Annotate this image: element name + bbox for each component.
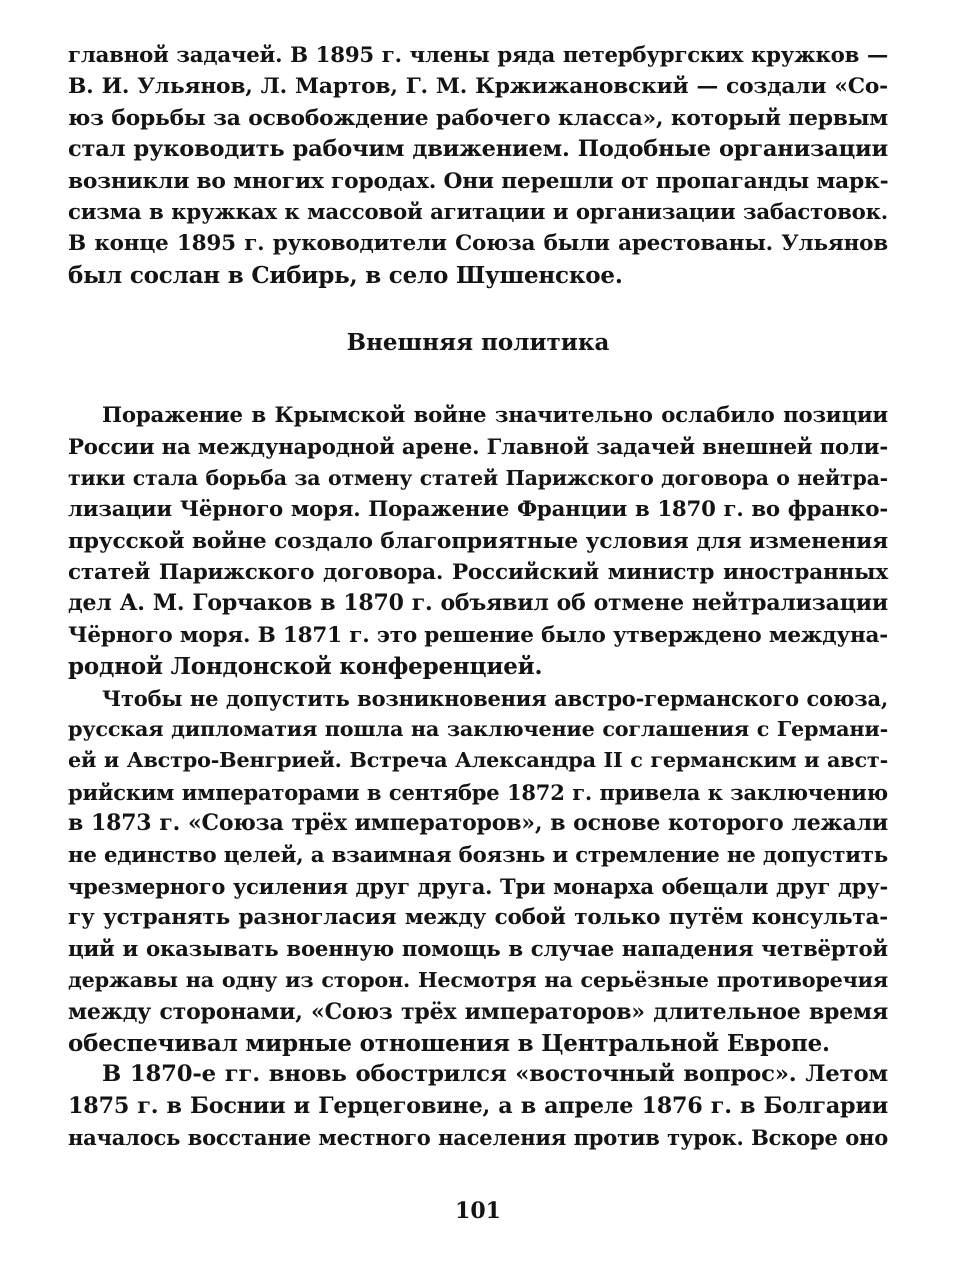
section-heading: Внешняя политика	[346, 329, 610, 357]
text-line: стал руководить рабочим движением. Подобные организации	[68, 136, 888, 163]
page-body	[68, 40, 888, 1154]
text-line: В. И. Ульянов, Л. Мартов, Г. М. Кржижановский — создали «Со-	[68, 74, 888, 100]
text-line: Чтобы не допустить возникновения австро-германского союза,	[102, 685, 888, 711]
text-line: тики стала борьба за отмену статей Парижского договора о нейтра-	[68, 465, 888, 490]
text-line: статей Парижского договора. Российский министр иностранных	[68, 560, 888, 586]
paragraph-crimean-war	[68, 400, 888, 683]
text-line: державы на одну из сторон. Несмотря на серьёзные противоречия	[68, 968, 888, 993]
text-line: России на международной арене. Главной задачей внешней поли-	[68, 434, 888, 460]
text-line: обеспечивал мирные отношения в Центральной Европе.	[68, 1029, 830, 1057]
text-line: В 1870-е гг. вновь обострился «восточный вопрос». Летом	[102, 1061, 888, 1088]
text-line: между сторонами, «Союз трёх императоров» длительное время	[68, 998, 888, 1025]
text-line: началось восстание местного населения против турок. Вскоре оно	[68, 1125, 888, 1151]
text-line: не единство целей, а взаимная боязнь и стремление не допустить	[68, 842, 888, 868]
text-line: в 1873 г. «Союза трёх императоров», в основе которого лежали	[68, 810, 888, 837]
text-line: ей и Австро-Венгрией. Встреча Александра II с германским и авст-	[68, 748, 888, 773]
intro-paragraph	[68, 40, 888, 291]
text-line: сизма в кружках к массовой агитации и организации забастовок.	[68, 199, 888, 225]
text-line: гу устранять разногласия между собой только путём консульта-	[68, 905, 888, 931]
text-line: русская дипломатия пошла на заключение соглашения с Германи-	[68, 717, 888, 742]
text-line: В конце 1895 г. руководители Союза были арестованы. Ульянов	[68, 231, 888, 257]
text-line: родной Лондонской конференцией.	[68, 653, 543, 681]
text-line: прусской войне создало благоприятные условия для изменения	[68, 528, 888, 554]
text-line: Чёрного моря. В 1871 г. это решение было утверждено междуна-	[68, 622, 888, 648]
paragraph-three-emperors	[68, 683, 888, 1060]
text-line: возникли во многих городах. Они перешли от пропаганды марк-	[68, 168, 889, 194]
text-line: Поражение в Крымской войне значительно ослабило позиции	[102, 403, 888, 429]
text-line: лизации Чёрного моря. Поражение Франции в 1870 г. во франко-	[68, 497, 888, 523]
text-line: чрезмерного усиления друг друга. Три монарха обещали друг дру-	[68, 873, 888, 899]
text-line: главной задачей. В 1895 г. члены ряда петербургских кружков —	[68, 43, 888, 68]
page-number: 101	[455, 1198, 501, 1224]
text-line: рийским императорами в сентябре 1872 г. привела к заключению	[68, 779, 888, 805]
text-line: дел А. М. Горчаков в 1870 г. объявил об отмене нейтрализации	[68, 590, 888, 617]
text-line: 1875 г. в Боснии и Герцеговине, а в апреле 1876 г. в Болгарии	[68, 1092, 888, 1119]
text-line: был сослан в Сибирь, в село Шушенское.	[68, 261, 623, 289]
text-line: ций и оказывать военную помощь в случае нападения четвёртой	[68, 936, 888, 962]
text-line: юз борьбы за освобождение рабочего класса», который первым	[68, 105, 888, 131]
paragraph-eastern-question	[68, 1059, 888, 1153]
